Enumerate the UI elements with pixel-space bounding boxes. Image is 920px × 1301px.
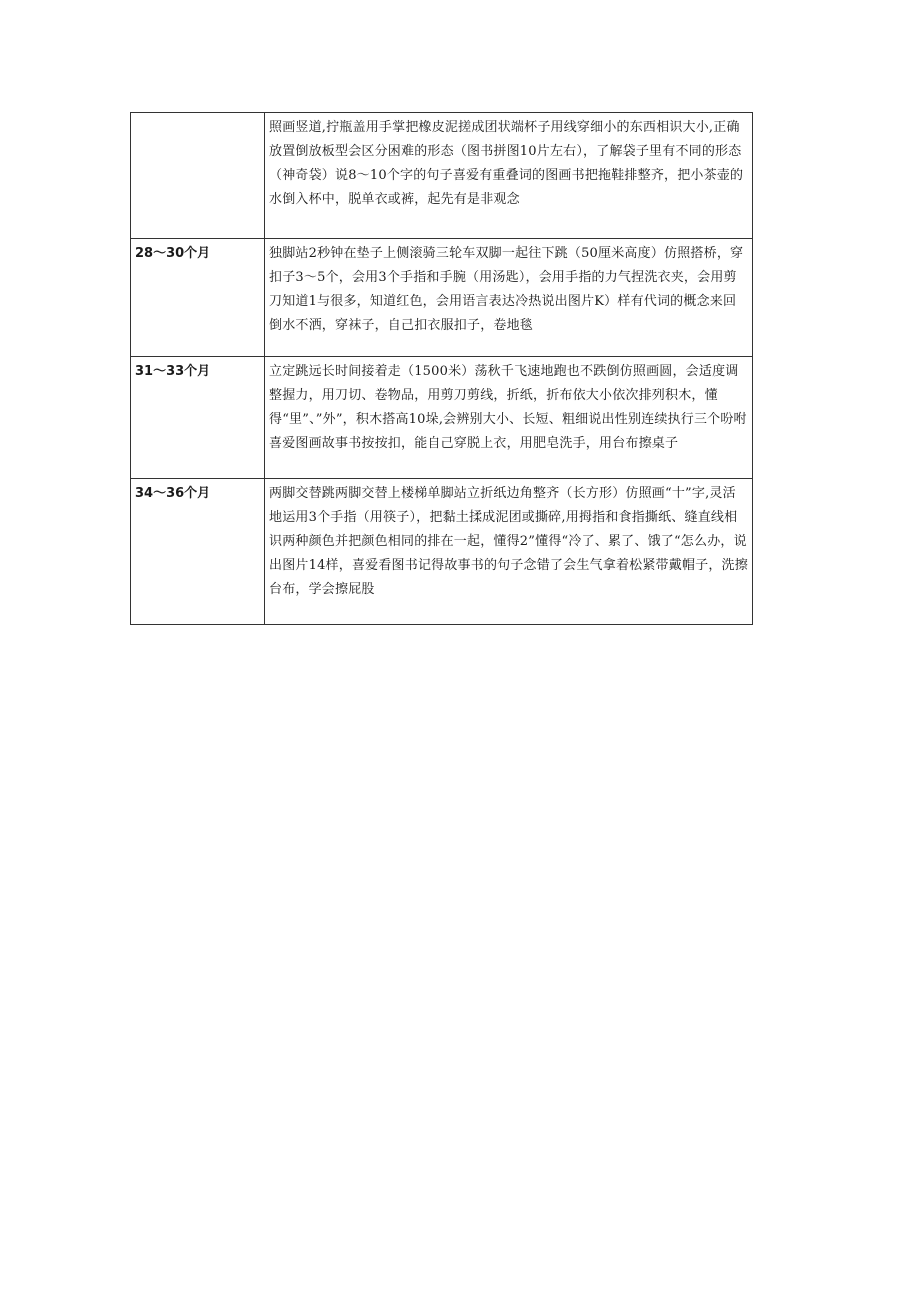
table-row [131,239,753,357]
age-cell: 28～30个月 [131,239,265,357]
age-cell: 34～36个月 [131,479,265,625]
table-row [131,479,753,625]
description-cell: 独脚站2秒钟在垫子上侧滚骑三轮车双脚一起往下跳（50厘米高度）仿照搭桥，穿扣子3～5个，会用3个手指和手腕（用汤匙），会用手指的力气捏洗衣夹，会用剪刀知道1与很多，知道红色，会用语言表达冷热说出图片K）样有代词的概念来回倒水不洒，穿袜子，自己扣衣服扣子，卷地毯 [265,239,753,357]
age-cell [131,113,265,239]
age-cell: 31～33个月 [131,357,265,479]
description-cell: 照画竖道,拧瓶盖用手掌把橡皮泥搓成团状端杯子用线穿细小的东西相识大小,正确放置倒放板型会区分困难的形态（图书拼图10片左右），了解袋子里有不同的形态（神奇袋）说8～10个字的句子喜爱有重叠词的图画书把拖鞋排整齐，把小茶壶的水倒入杯中，脱单衣或裤，起先有是非观念 [265,113,753,239]
description-cell: 两脚交替跳两脚交替上楼梯单脚站立折纸边角整齐（长方形）仿照画“十”字,灵活地运用3个手指（用筷子），把黏土揉成泥团或撕碎,用拇指和食指撕纸、缝直线相识两种颜色并把颜色相同的排在一起，懂得2”懂得“冷了、累了、饿了“怎么办，说出图片14样，喜爱看图书记得故事书的句子念错了会生气拿着松紧带戴帽子，洗擦台布，学会擦屁股 [265,479,753,625]
table-row [131,357,753,479]
development-table [130,112,753,625]
table-row [131,113,753,239]
description-cell: 立定跳远长时间接着走（1500米）荡秋千飞速地跑也不跌倒仿照画圆，会适度调整握力，用刀切、卷物品，用剪刀剪线，折纸，折布依大小依次排列积木，懂得“里”、”外”，积木搭高10垛,会辨别大小、长短、粗细说出性别连续执行三个吩咐喜爱图画故事书按按扣，能自己穿脱上衣，用肥皂洗手，用台布擦桌子 [265,357,753,479]
